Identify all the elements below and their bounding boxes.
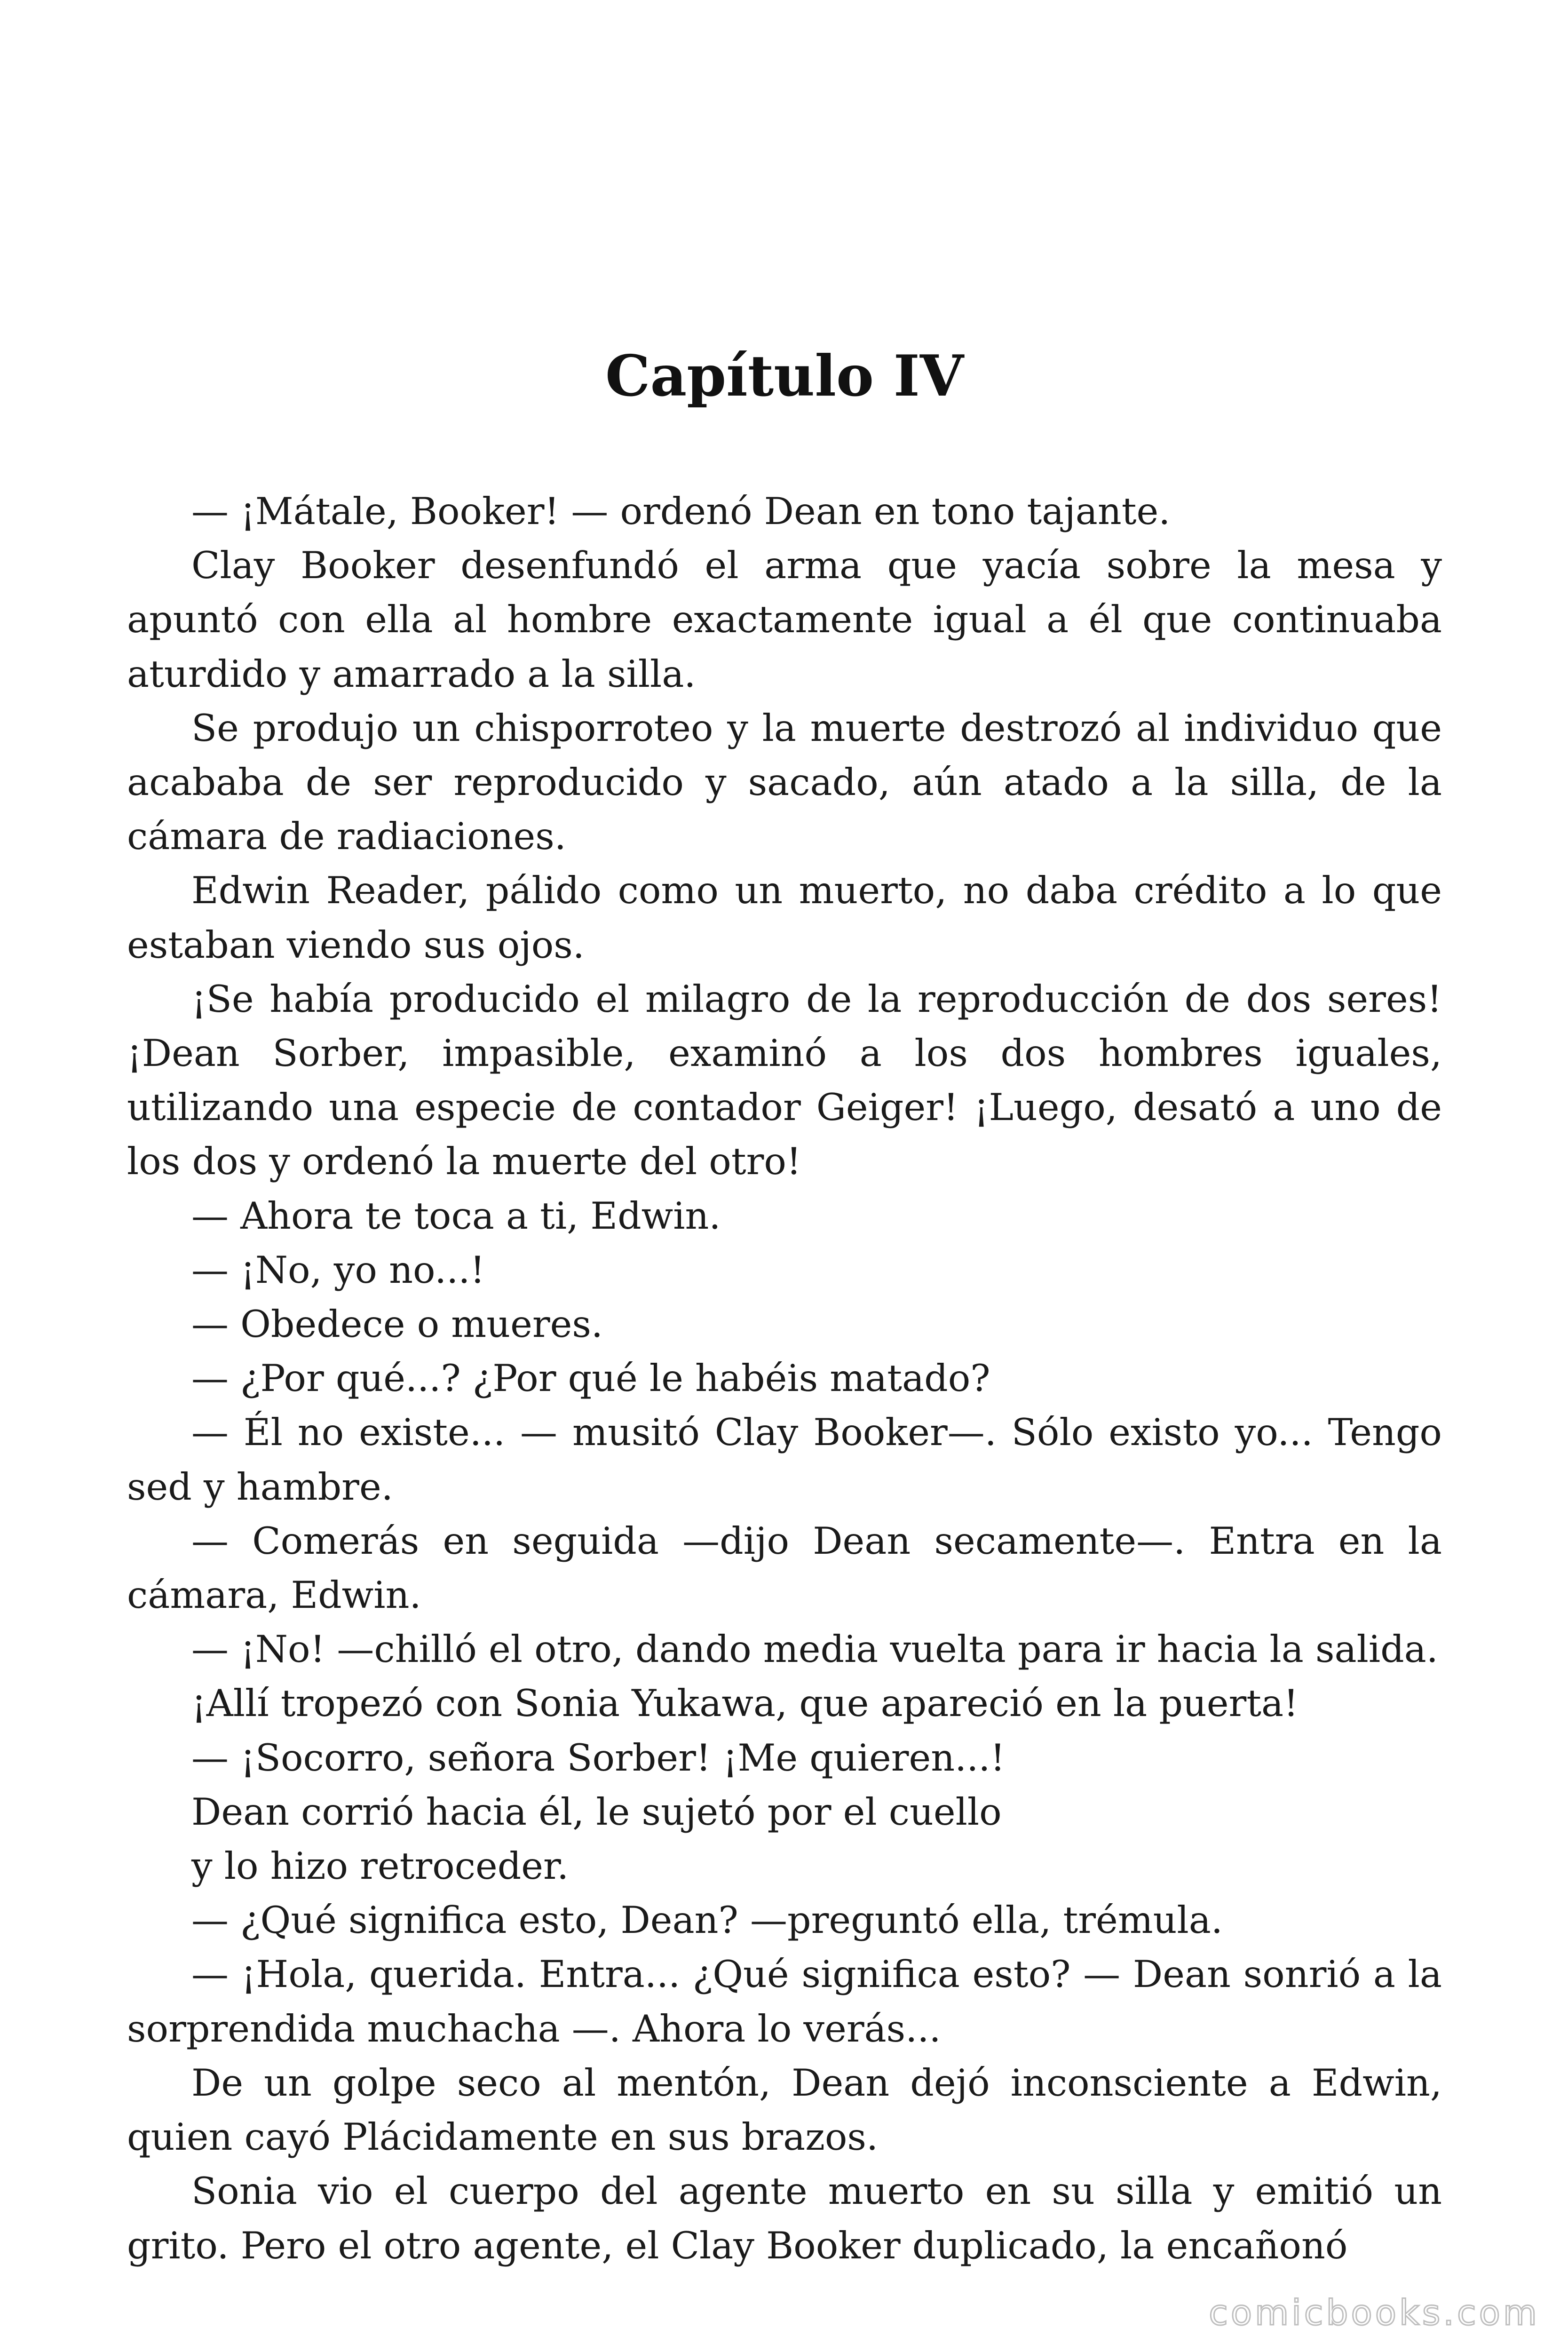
paragraph: — ¿Por qué...? ¿Por qué le habéis matado?	[191, 1357, 990, 1400]
paragraph: — ¡No! —chilló el otro, dando media vuelta para ir hacia la salida.	[191, 1628, 1438, 1671]
paragraph: y lo hizo retroceder.	[191, 1844, 569, 1888]
paragraph: — ¡Mátale, Booker! — ordenó Dean en tono tajante.	[191, 490, 1171, 533]
paragraph: — Comerás en seguida —dijo Dean secamente—. Entra en la cámara, Edwin.	[127, 1519, 1442, 1617]
paragraph: Dean corrió hacia él, le sujetó por el cuello	[191, 1790, 1002, 1834]
paragraph: — Ahora te toca a ti, Edwin.	[191, 1194, 721, 1238]
paragraph: — ¡Hola, querida. Entra... ¿Qué significa esto? — Dean sonrió a la sorprendida muchacha —. Ahora lo verás...	[127, 1953, 1442, 2050]
paragraph: — ¡Socorro, señora Sorber! ¡Me quieren...!	[191, 1736, 1006, 1780]
paragraph: ¡Se había producido el milagro de la reproducción de dos seres! ¡Dean Sorber, impasible, examinó a los dos hombres iguales, utilizando una especie de contador Geiger! ¡Luego, desató a uno de los dos y ordenó la muerte del otro!	[127, 977, 1442, 1184]
paragraph: Se produjo un chisporroteo y la muerte destrozó al individuo que acababa de ser reproducido y sacado, aún atado a la silla, de la cámara de radiaciones.	[127, 706, 1442, 858]
page-content	[127, 339, 1442, 2273]
paragraph: Clay Booker desenfundó el arma que yacía sobre la mesa y apuntó con ella al hombre exactamente igual a él que continuaba aturdido y amarrado a la silla.	[127, 544, 1442, 696]
paragraph: Edwin Reader, pálido como un muerto, no daba crédito a lo que estaban viendo sus ojos.	[127, 869, 1442, 967]
paragraph: — ¿Qué significa esto, Dean? —preguntó ella, trémula.	[191, 1899, 1223, 1942]
watermark-logo: comicbooks.com	[1209, 2293, 1540, 2333]
chapter-title: Capítulo IV	[605, 343, 964, 409]
body-text	[127, 485, 1442, 2273]
paragraph: — Obedece o mueres.	[191, 1303, 603, 1346]
paragraph: — Él no existe... — musitó Clay Booker—. Sólo existo yo... Tengo sed y hambre.	[127, 1411, 1442, 1509]
paragraph: ¡Allí tropezó con Sonia Yukawa, que apareció en la puerta!	[191, 1682, 1299, 1725]
paragraph: — ¡No, yo no...!	[191, 1248, 485, 1292]
paragraph: De un golpe seco al mentón, Dean dejó inconsciente a Edwin, quien cayó Plácidamente en sus brazos.	[127, 2061, 1442, 2159]
paragraph: Sonia vio el cuerpo del agente muerto en su silla y emitió un grito. Pero el otro agente, el Clay Booker duplicado, la encañonó	[127, 2169, 1442, 2267]
